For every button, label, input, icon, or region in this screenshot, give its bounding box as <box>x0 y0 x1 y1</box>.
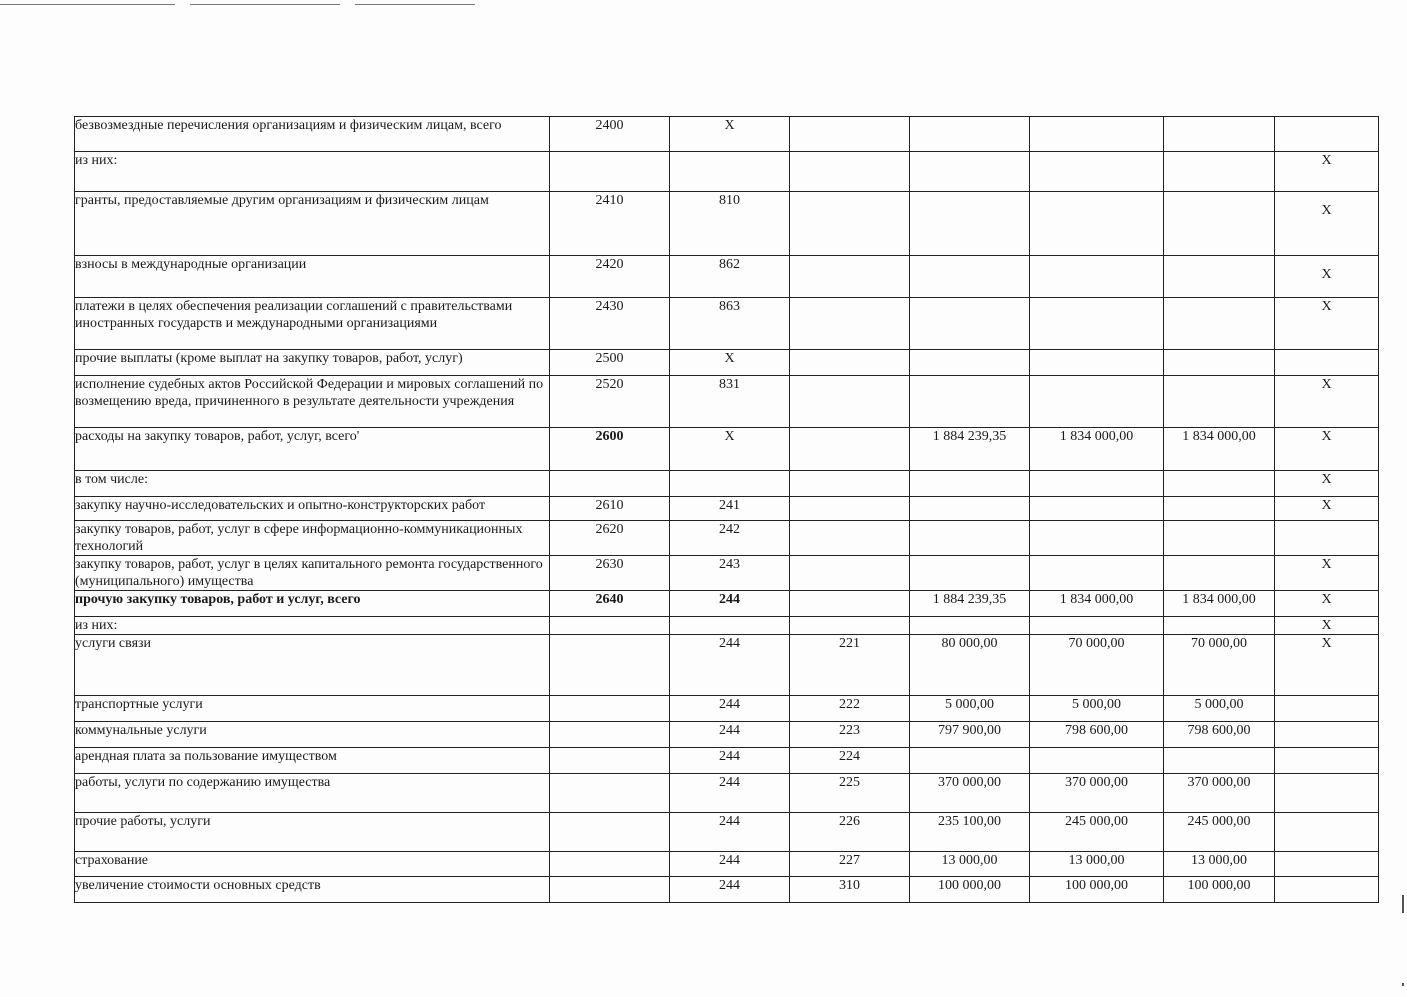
kosgu-code-cell <box>790 428 910 471</box>
line-code-cell: 2630 <box>550 556 670 591</box>
budget-code-cell: 244 <box>670 852 790 877</box>
amount-year-3-cell: 1 834 000,00 <box>1164 591 1275 617</box>
row-name-cell: прочие выплаты (кроме выплат на закупку товаров, работ, услуг) <box>75 350 550 376</box>
row-name-cell: страхование <box>75 852 550 877</box>
table-row <box>75 813 1379 852</box>
line-code-cell: 2640 <box>550 591 670 617</box>
budget-table <box>74 116 1379 903</box>
kosgu-code-cell <box>790 521 910 556</box>
kosgu-code-cell: 226 <box>790 813 910 852</box>
kosgu-code-cell: 222 <box>790 696 910 722</box>
budget-code-cell: 810 <box>670 192 790 256</box>
amount-year-1-cell <box>910 556 1030 591</box>
kosgu-code-cell: 223 <box>790 722 910 748</box>
line-code-cell <box>550 748 670 774</box>
kosgu-code-cell <box>790 152 910 192</box>
kosgu-code-cell <box>790 497 910 521</box>
amount-year-3-cell <box>1164 117 1275 152</box>
amount-year-2-cell: 1 834 000,00 <box>1030 591 1164 617</box>
x-mark-cell <box>1275 696 1379 722</box>
amount-year-3-cell <box>1164 256 1275 298</box>
amount-year-1-cell: 1 884 239,35 <box>910 591 1030 617</box>
amount-year-1-cell <box>910 748 1030 774</box>
amount-year-3-cell <box>1164 497 1275 521</box>
amount-year-2-cell <box>1030 471 1164 497</box>
kosgu-code-cell: 227 <box>790 852 910 877</box>
row-name-cell: транспортные услуги <box>75 696 550 722</box>
amount-year-3-cell: 5 000,00 <box>1164 696 1275 722</box>
row-name-cell: в том числе: <box>75 471 550 497</box>
scan-artifact-line <box>190 4 340 5</box>
amount-year-2-cell <box>1030 617 1164 635</box>
line-code-cell <box>550 152 670 192</box>
amount-year-2-cell: 1 834 000,00 <box>1030 428 1164 471</box>
budget-code-cell: X <box>670 350 790 376</box>
amount-year-3-cell <box>1164 192 1275 256</box>
amount-year-3-cell <box>1164 298 1275 350</box>
amount-year-3-cell <box>1164 471 1275 497</box>
table-row <box>75 774 1379 813</box>
amount-year-2-cell <box>1030 192 1164 256</box>
amount-year-2-cell <box>1030 117 1164 152</box>
kosgu-code-cell <box>790 591 910 617</box>
row-name-cell: взносы в международные организации <box>75 256 550 298</box>
x-mark-cell: X <box>1275 256 1379 298</box>
row-name-cell: прочие работы, услуги <box>75 813 550 852</box>
amount-year-2-cell <box>1030 748 1164 774</box>
kosgu-code-cell <box>790 117 910 152</box>
amount-year-2-cell <box>1030 521 1164 556</box>
amount-year-1-cell: 370 000,00 <box>910 774 1030 813</box>
budget-code-cell: 244 <box>670 748 790 774</box>
amount-year-2-cell: 100 000,00 <box>1030 877 1164 903</box>
amount-year-2-cell <box>1030 298 1164 350</box>
amount-year-2-cell: 13 000,00 <box>1030 852 1164 877</box>
table-row <box>75 521 1379 556</box>
amount-year-3-cell <box>1164 748 1275 774</box>
budget-code-cell: 244 <box>670 877 790 903</box>
scan-artifact-line <box>0 4 175 5</box>
row-name-cell: коммунальные услуги <box>75 722 550 748</box>
x-mark-cell: X <box>1275 428 1379 471</box>
line-code-cell: 2610 <box>550 497 670 521</box>
amount-year-1-cell <box>910 497 1030 521</box>
table-row <box>75 152 1379 192</box>
row-name-cell: расходы на закупку товаров, работ, услуг, всего' <box>75 428 550 471</box>
x-mark-cell: X <box>1275 192 1379 256</box>
amount-year-3-cell: 798 600,00 <box>1164 722 1275 748</box>
table-row <box>75 376 1379 428</box>
amount-year-1-cell: 80 000,00 <box>910 635 1030 696</box>
budget-code-cell: 243 <box>670 556 790 591</box>
kosgu-code-cell <box>790 350 910 376</box>
kosgu-code-cell <box>790 192 910 256</box>
line-code-cell <box>550 852 670 877</box>
x-mark-cell <box>1275 117 1379 152</box>
x-mark-cell <box>1275 722 1379 748</box>
x-mark-cell: X <box>1275 556 1379 591</box>
kosgu-code-cell: 225 <box>790 774 910 813</box>
amount-year-1-cell: 797 900,00 <box>910 722 1030 748</box>
x-mark-cell <box>1275 521 1379 556</box>
amount-year-3-cell: 1 834 000,00 <box>1164 428 1275 471</box>
x-mark-cell <box>1275 748 1379 774</box>
x-mark-cell <box>1275 350 1379 376</box>
x-mark-cell: X <box>1275 635 1379 696</box>
x-mark-cell <box>1275 813 1379 852</box>
table-row <box>75 428 1379 471</box>
budget-code-cell: 244 <box>670 774 790 813</box>
line-code-cell <box>550 696 670 722</box>
amount-year-3-cell: 245 000,00 <box>1164 813 1275 852</box>
line-code-cell: 2410 <box>550 192 670 256</box>
x-mark-cell: X <box>1275 617 1379 635</box>
amount-year-2-cell: 5 000,00 <box>1030 696 1164 722</box>
kosgu-code-cell: 310 <box>790 877 910 903</box>
amount-year-3-cell <box>1164 556 1275 591</box>
table-row <box>75 350 1379 376</box>
table-row <box>75 852 1379 877</box>
row-name-cell: платежи в целях обеспечения реализации соглашений с правительствами иностранных государств и международными организациями <box>75 298 550 350</box>
kosgu-code-cell <box>790 256 910 298</box>
amount-year-3-cell: 13 000,00 <box>1164 852 1275 877</box>
amount-year-1-cell <box>910 117 1030 152</box>
amount-year-2-cell <box>1030 497 1164 521</box>
budget-code-cell <box>670 152 790 192</box>
x-mark-cell: X <box>1275 376 1379 428</box>
scan-artifact-line <box>355 4 475 5</box>
amount-year-2-cell <box>1030 556 1164 591</box>
amount-year-2-cell: 370 000,00 <box>1030 774 1164 813</box>
row-name-cell: из них: <box>75 152 550 192</box>
line-code-cell: 2600 <box>550 428 670 471</box>
amount-year-1-cell: 235 100,00 <box>910 813 1030 852</box>
row-name-cell: безвозмездные перечисления организациям и физическим лицам, всего <box>75 117 550 152</box>
amount-year-3-cell <box>1164 350 1275 376</box>
amount-year-3-cell <box>1164 376 1275 428</box>
x-mark-cell: X <box>1275 591 1379 617</box>
budget-code-cell: 244 <box>670 591 790 617</box>
line-code-cell <box>550 722 670 748</box>
amount-year-1-cell: 1 884 239,35 <box>910 428 1030 471</box>
x-mark-cell: X <box>1275 497 1379 521</box>
budget-code-cell: 244 <box>670 696 790 722</box>
table-row <box>75 696 1379 722</box>
amount-year-1-cell <box>910 256 1030 298</box>
x-mark-cell <box>1275 852 1379 877</box>
budget-code-cell: 244 <box>670 722 790 748</box>
table-row <box>75 497 1379 521</box>
table-row <box>75 748 1379 774</box>
amount-year-1-cell <box>910 350 1030 376</box>
amount-year-2-cell <box>1030 376 1164 428</box>
scan-edge-mark <box>1402 983 1404 986</box>
line-code-cell: 2420 <box>550 256 670 298</box>
line-code-cell <box>550 774 670 813</box>
x-mark-cell: X <box>1275 298 1379 350</box>
amount-year-1-cell <box>910 152 1030 192</box>
table-row <box>75 471 1379 497</box>
x-mark-cell <box>1275 877 1379 903</box>
amount-year-2-cell <box>1030 152 1164 192</box>
amount-year-3-cell: 370 000,00 <box>1164 774 1275 813</box>
scan-edge-mark <box>1402 895 1404 913</box>
amount-year-1-cell: 5 000,00 <box>910 696 1030 722</box>
row-name-cell: закупку товаров, работ, услуг в целях капитального ремонта государственного (муниципального) имущества <box>75 556 550 591</box>
budget-code-cell: 241 <box>670 497 790 521</box>
amount-year-3-cell <box>1164 521 1275 556</box>
line-code-cell <box>550 635 670 696</box>
amount-year-1-cell <box>910 192 1030 256</box>
row-name-cell: работы, услуги по содержанию имущества <box>75 774 550 813</box>
x-mark-cell <box>1275 774 1379 813</box>
table-row <box>75 298 1379 350</box>
row-name-cell: услуги связи <box>75 635 550 696</box>
table-row <box>75 722 1379 748</box>
x-mark-cell: X <box>1275 471 1379 497</box>
budget-code-cell: 863 <box>670 298 790 350</box>
amount-year-1-cell <box>910 617 1030 635</box>
kosgu-code-cell <box>790 556 910 591</box>
amount-year-2-cell: 798 600,00 <box>1030 722 1164 748</box>
kosgu-code-cell: 224 <box>790 748 910 774</box>
line-code-cell <box>550 813 670 852</box>
row-name-cell: закупку научно-исследовательских и опытно-конструкторских работ <box>75 497 550 521</box>
table-row <box>75 256 1379 298</box>
line-code-cell: 2620 <box>550 521 670 556</box>
budget-code-cell: 862 <box>670 256 790 298</box>
row-name-cell: закупку товаров, работ, услуг в сфере информационно-коммуникационных технологий <box>75 521 550 556</box>
amount-year-3-cell: 70 000,00 <box>1164 635 1275 696</box>
line-code-cell: 2520 <box>550 376 670 428</box>
budget-code-cell: 244 <box>670 635 790 696</box>
line-code-cell <box>550 877 670 903</box>
line-code-cell: 2430 <box>550 298 670 350</box>
amount-year-1-cell: 13 000,00 <box>910 852 1030 877</box>
amount-year-2-cell <box>1030 256 1164 298</box>
table-row <box>75 556 1379 591</box>
row-name-cell: из них: <box>75 617 550 635</box>
amount-year-2-cell: 70 000,00 <box>1030 635 1164 696</box>
budget-code-cell: X <box>670 117 790 152</box>
x-mark-cell: X <box>1275 152 1379 192</box>
amount-year-2-cell: 245 000,00 <box>1030 813 1164 852</box>
kosgu-code-cell: 221 <box>790 635 910 696</box>
table-row <box>75 192 1379 256</box>
amount-year-1-cell <box>910 521 1030 556</box>
table-row <box>75 877 1379 903</box>
amount-year-3-cell: 100 000,00 <box>1164 877 1275 903</box>
amount-year-2-cell <box>1030 350 1164 376</box>
row-name-cell: исполнение судебных актов Российской Федерации и мировых соглашений по возмещению вреда, причиненного в результате деятельности учреждения <box>75 376 550 428</box>
row-name-cell: гранты, предоставляемые другим организациям и физическим лицам <box>75 192 550 256</box>
amount-year-1-cell <box>910 471 1030 497</box>
budget-code-cell: X <box>670 428 790 471</box>
amount-year-1-cell <box>910 298 1030 350</box>
budget-code-cell: 831 <box>670 376 790 428</box>
line-code-cell: 2400 <box>550 117 670 152</box>
row-name-cell: прочую закупку товаров, работ и услуг, всего <box>75 591 550 617</box>
amount-year-3-cell <box>1164 617 1275 635</box>
line-code-cell <box>550 471 670 497</box>
kosgu-code-cell <box>790 617 910 635</box>
table-row <box>75 117 1379 152</box>
row-name-cell: увеличение стоимости основных средств <box>75 877 550 903</box>
budget-code-cell: 244 <box>670 813 790 852</box>
budget-code-cell <box>670 617 790 635</box>
table-row <box>75 617 1379 635</box>
line-code-cell <box>550 617 670 635</box>
row-name-cell: арендная плата за пользование имуществом <box>75 748 550 774</box>
amount-year-3-cell <box>1164 152 1275 192</box>
table-row <box>75 591 1379 617</box>
kosgu-code-cell <box>790 376 910 428</box>
budget-code-cell <box>670 471 790 497</box>
budget-code-cell: 242 <box>670 521 790 556</box>
amount-year-1-cell <box>910 376 1030 428</box>
table-row <box>75 635 1379 696</box>
kosgu-code-cell <box>790 298 910 350</box>
line-code-cell: 2500 <box>550 350 670 376</box>
amount-year-1-cell: 100 000,00 <box>910 877 1030 903</box>
kosgu-code-cell <box>790 471 910 497</box>
